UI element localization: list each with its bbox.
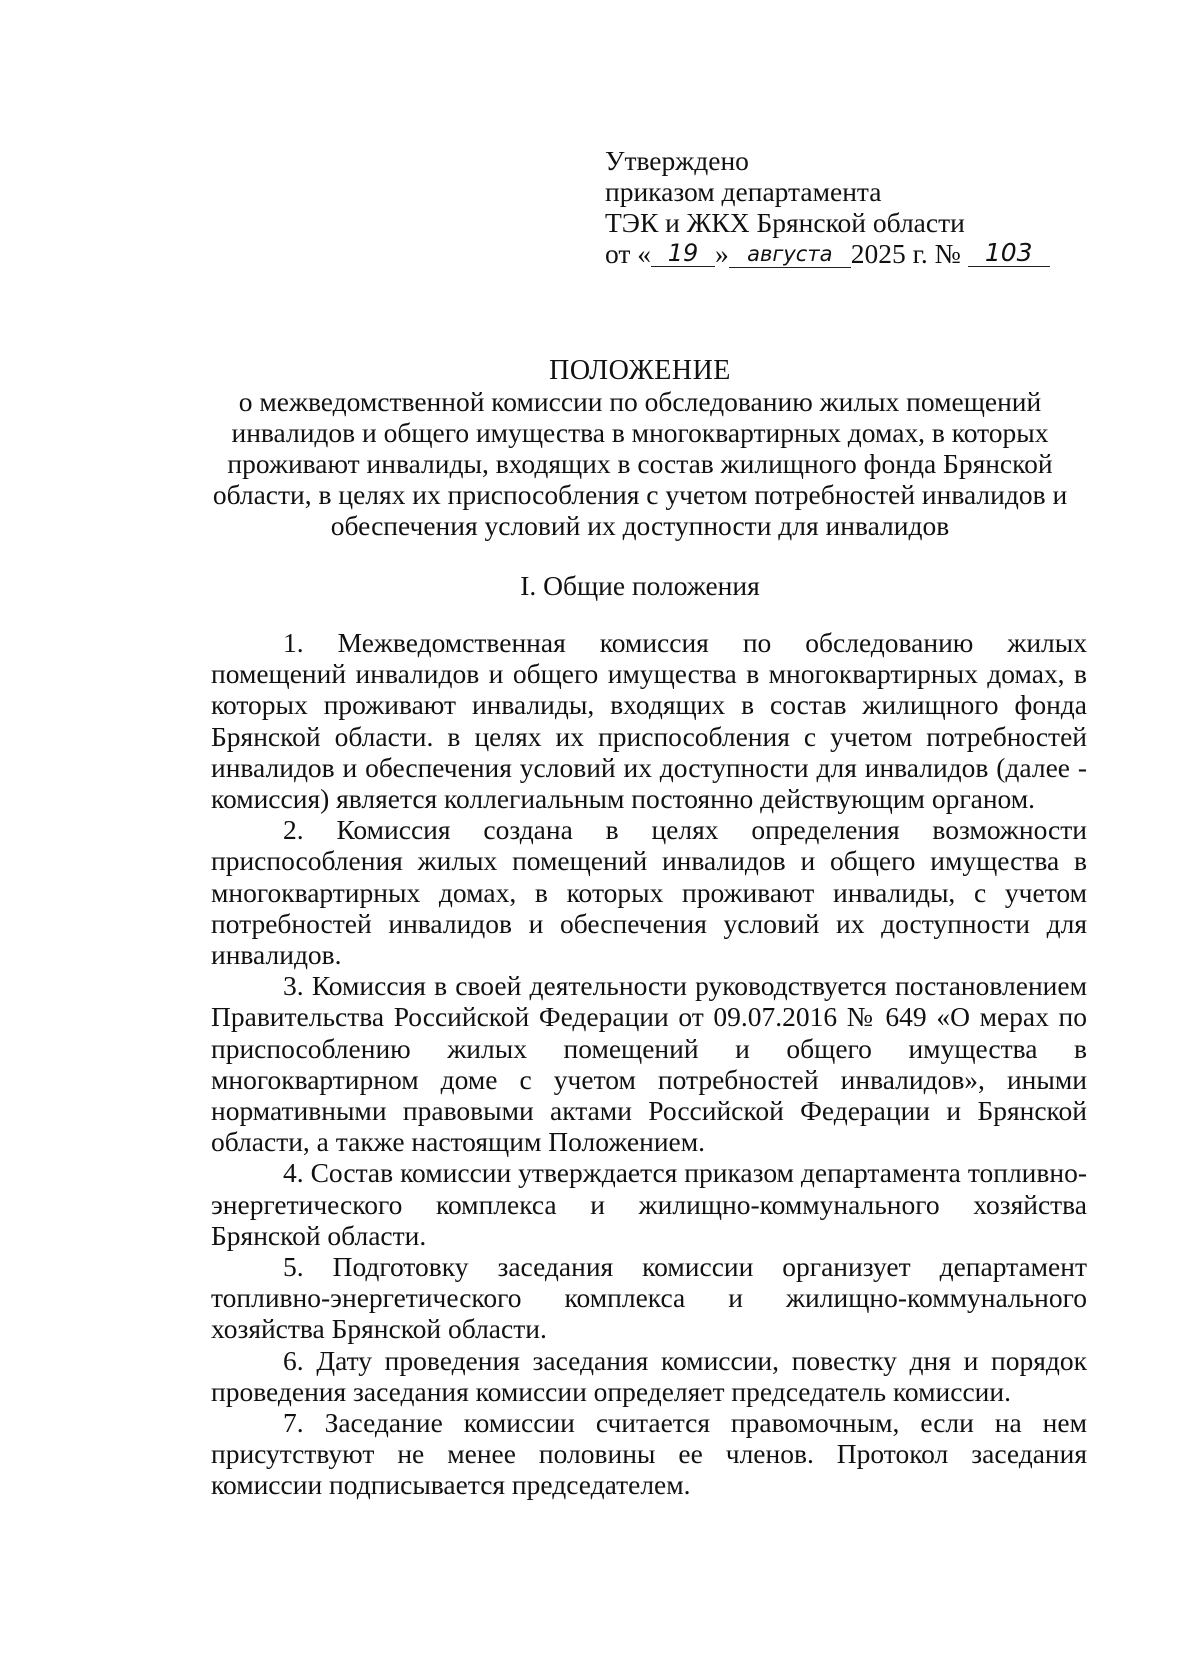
handwritten-day: 19 [651, 240, 715, 267]
paragraph: 2. Комиссия создана в целях определения возможности приспособления жилых помещений инвалидов и общего имущества в многоквартирных домах, в которых проживают инвалиды, с учетом потребностей инвалидов и обеспечения условий их доступности для инвалидов. [211, 814, 1087, 971]
paragraph: 1. Межведомственная комиссия по обследованию жилых помещений инвалидов и общего имущества в многоквартирных домах, в которых проживают инвалиды, входящих в состав жилищного фонда Брянской области. в целях их приспособления с учетом потребностей инвалидов и обеспечения условий их доступности для инвалидов (далее - комиссия) является коллегиальным постоянно действующим органом. [211, 627, 1087, 815]
subtitle-line: обеспечения условий их доступности для инвалидов [330, 510, 950, 541]
document-body [211, 627, 1087, 1501]
document-heading [210, 355, 1070, 541]
date-prefix: от « [605, 238, 652, 269]
date-mid: » [715, 238, 729, 269]
subtitle-line: инвалидов и общего имущества в многоквартирных домах, в которых [231, 417, 1049, 448]
paragraph: 7. Заседание комиссии считается правомочным, если на нем присутствуют не менее половины ее членов. Протокол заседания комиссии подписывается председателем. [211, 1407, 1087, 1501]
approval-stamp-block [605, 145, 1125, 270]
date-year-suffix: 2025 г. № [850, 238, 961, 269]
subtitle-line: о межведомственной комиссии по обследованию жилых помещений [238, 386, 1042, 417]
approval-date-line [605, 238, 1125, 270]
subtitle-line: проживают инвалиды, входящих в состав жилищного фонда Брянской [227, 448, 1053, 479]
section-title: I. Общие положения [520, 570, 760, 601]
paragraph: 6. Дату проведения заседания комиссии, повестку дня и порядок проведения заседания комиссии определяет председатель комиссии. [211, 1344, 1087, 1407]
paragraph: 3. Комиссия в своей деятельности руководствуется постановлением Правительства Российской Федерации от 09.07.2016 № 649 «О мерах по приспособлению жилых помещений и общего имущества в многоквартирном доме с учетом потребностей инвалидов», иными нормативными правовыми актами Российской Федерации и Брянской области, а также настоящим Положением. [211, 970, 1087, 1158]
approval-line: Утверждено [605, 145, 749, 176]
document-title: ПОЛОЖЕНИЕ [549, 355, 731, 386]
handwritten-doc-number: 103 [968, 240, 1050, 267]
subtitle-line: области, в целях их приспособления с учетом потребностей инвалидов и [212, 479, 1068, 510]
handwritten-month: августа [729, 241, 851, 268]
approval-line: ТЭК и ЖКХ Брянской области [605, 207, 965, 238]
paragraph: 4. Состав комиссии утверждается приказом департамента топливно-энергетического комплекса и жилищно-коммунального хозяйства Брянской области. [211, 1157, 1087, 1251]
approval-line: приказом департамента [605, 176, 882, 207]
paragraph: 5. Подготовку заседания комиссии организует департамент топливно-энергетического комплекса и жилищно-коммунального хозяйства Брянской области. [211, 1251, 1087, 1345]
